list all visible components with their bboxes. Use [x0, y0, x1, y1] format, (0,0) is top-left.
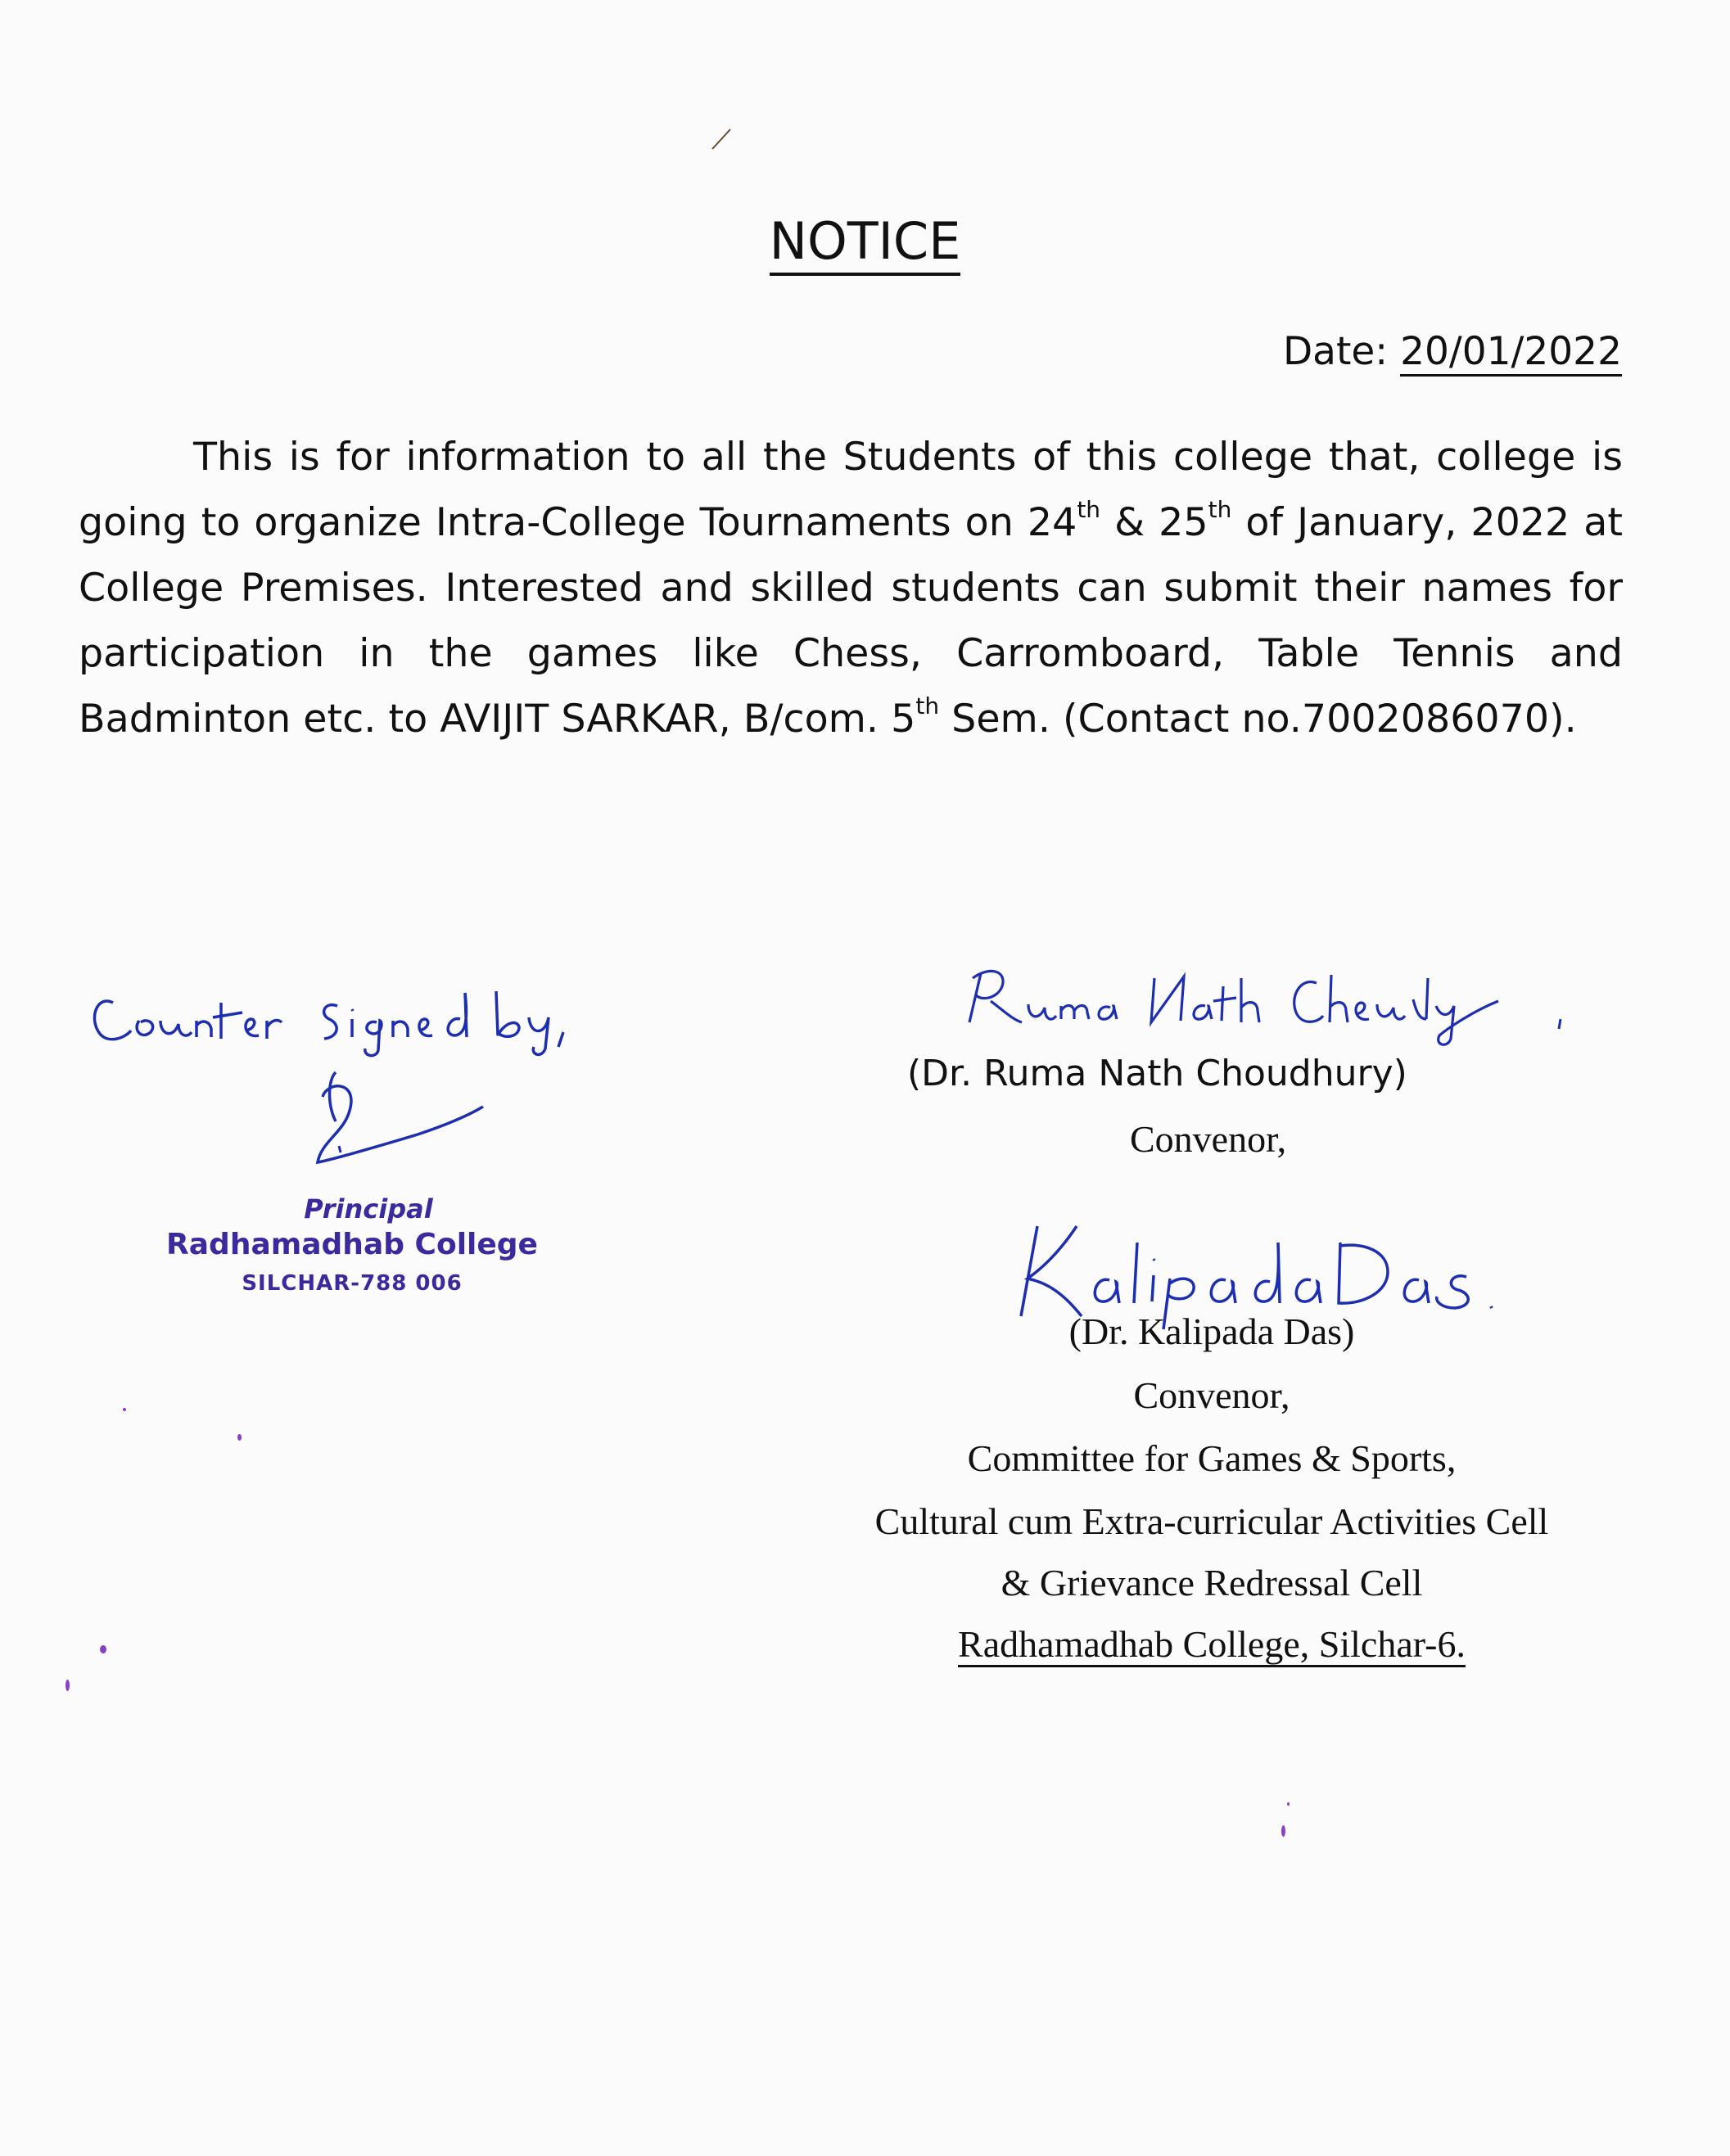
ink-speck: [65, 1680, 70, 1691]
ink-speck: [1281, 1825, 1285, 1837]
body-sup-1: th: [1077, 496, 1101, 523]
college-address: Radhamadhab College, Silchar-6.: [958, 1623, 1466, 1667]
ink-speck: [100, 1645, 106, 1653]
ruma-nath-choudhury-signature: [958, 954, 1580, 1052]
signatory-1-name: (Dr. Ruma Nath Choudhury): [907, 1053, 1407, 1094]
body-part-1: This is for information to all the Students of this college that, college is going to organize Intra-College Tournaments on 24: [79, 435, 1623, 545]
committee-line-1: Committee for Games & Sports,: [967, 1437, 1457, 1479]
principal-signature: [311, 1064, 491, 1187]
body-part-2: & 25: [1100, 500, 1208, 545]
date-line: [1283, 329, 1622, 374]
committee-line-2: Cultural cum Extra-curricular Activities Cell: [874, 1500, 1549, 1542]
body-sup-3: th: [915, 692, 940, 719]
committee-line-3: & Grievance Redressal Cell: [1001, 1562, 1423, 1603]
committee-line-4: [737, 1622, 1687, 1666]
signatory-1-role: Convenor,: [1130, 1118, 1287, 1160]
stamp-line-2: Radhamadhab College: [166, 1228, 538, 1261]
stamp-line-1: Principal: [304, 1193, 433, 1225]
ink-speck: [1287, 1802, 1290, 1806]
signatory-2-name: (Dr. Kalipada Das): [1068, 1310, 1355, 1352]
body-part-3: of January, 2022 at College Premises. Interested and skilled students can submit their names for participation in the games like Chess, Carromboard, Table Tennis and Badminton etc. to AVIJIT SARKAR, B/com. 5: [79, 500, 1624, 742]
body-sup-2: th: [1208, 496, 1232, 523]
ink-speck: [237, 1434, 242, 1441]
date-value: 20/01/2022: [1400, 329, 1622, 377]
ink-speck: [123, 1408, 126, 1411]
counter-signed-handwriting: [82, 970, 671, 1060]
principal-stamp: [156, 1193, 549, 1296]
pen-mark-decoration: [706, 123, 739, 156]
notice-title-text: NOTICE: [770, 211, 961, 276]
signatory-2-role: Convenor,: [1133, 1374, 1290, 1416]
date-label: Date:: [1282, 329, 1389, 374]
notice-body: [79, 425, 1623, 752]
stamp-line-3: SILCHAR-788 006: [242, 1271, 463, 1296]
notice-title: [0, 211, 1730, 271]
body-part-4: Sem. (Contact no.7002086070).: [939, 697, 1577, 742]
